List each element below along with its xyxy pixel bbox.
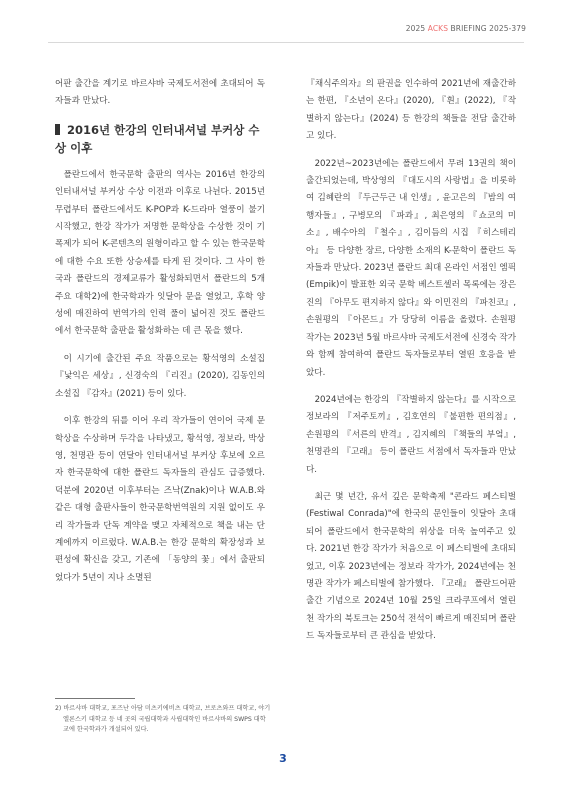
header-suffix: BRIEFING 2025-379	[448, 24, 526, 33]
left-paragraph-3: 이 시기에 출간된 주요 작품으로는 황석영의 소설집 『낯익은 세상』, 신경숙의 『리진』(2020), 김동인의 소설집 『감자』(2021) 등이 있다.	[55, 353, 265, 399]
right-paragraph-3: 2024년에는 한강의 『작별하지 않는다』를 시작으로 정보라의 『저주토끼』, 김호연의 『불편한 편의점』, 손원평의 『서른의 반격』, 김지혜의 『책들의 부엌』, 천명관의 『고래』 등이 폴란드 서점에서 독자들과 만났다.	[306, 394, 516, 475]
left-column	[55, 76, 265, 597]
right-paragraph-1: 『채식주의자』의 판권을 인수하여 2021년에 재출간하는 한편, 『소년이 온다』(2020), 『흰』(2022), 『작별하지 않는다』(2024) 등 한강의 책들을 전담 출간하고 있다.	[306, 79, 516, 142]
header-prefix: 2025	[405, 24, 428, 33]
section-heading	[55, 121, 265, 157]
page-number: 3	[279, 752, 287, 765]
right-paragraph-2: 2022년~2023년에는 폴란드에서 무려 13권의 책이 출간되었는데, 박상영의 『대도시의 사랑법』을 비롯하여 김혜란의 『두근두근 내 인생』, 윤고은의 『밤의 여행자들』, 구병모의 『파과』, 최은영의 『쇼코의 미소』, 배수아의 『철수』, 김이듬의 시집 『히스테리아』 등 다양한 장르, 다양한 소재의 K-문학이 폴란드 독자들과 만났다. 2023년 폴란드 최대 온라인 서점인 엠픽(Empik)이 발표한 외국 문학 베스트셀러 목록에는 장은진의 『아무도 편지하지 않다』와 이민진의 『파친코』, 손원평의 『아몬드』가 당당히 이름을 올렸다. 손원평 작가는 2023년 5월 바르샤바 국제도서전에 신경숙 작가와 함께 참여하여 폴란드 독자들로부터 열띤 호응을 받았다.	[306, 158, 516, 378]
right-column	[306, 76, 516, 656]
page-header	[406, 24, 526, 33]
left-paragraph-2: 폴란드에서 한국문학 출판의 역사는 2016년 한강의 인터내셔널 부커상 수상 이전과 이후로 나뉜다. 2015년 무렵부터 폴란드에서도 K-POP과 K-드라마 열풍이 불기 시작했고, 한강 작가가 저명한 문학상을 수상한 것이 기폭제가 되어 K-콘텐츠의 원형이라고 할 수 있는 한국문학에 대한 수요 또한 상승세를 타게 된 것이다. 그 사이 한국과 폴란드의 경제교류가 활성화되면서 폴란드의 5개 주요 대학2)에 한국학과가 잇달아 문을 열었고, 후학 양성에 매진하여 번역가의 인력 풀이 넓어진 것도 폴란드에서 한국문학 출판을 활성화하는 데 큰 몫을 했다.	[55, 169, 265, 337]
header-divider	[48, 42, 524, 43]
heading-square-icon	[55, 124, 60, 135]
footnote: 2) 바르샤바 대학교, 포즈난 아담 미츠키에비츠 대학교, 브로츠와프 대학교, 야기엘론스키 대학교 등 네 곳의 국립대학과 사립대학인 바르샤바의 SWPS 대학교에 한국학과가 개설되어 있다.	[55, 705, 271, 733]
left-paragraph-1: 어판 출간을 계기로 바르샤바 국제도서전에 초대되어 독자들과 만났다.	[55, 79, 265, 107]
section-heading-text: 2016년 한강의 인터내셔널 부커상 수상 이후	[55, 122, 260, 155]
right-paragraph-4: 최근 몇 년간, 유서 깊은 문학축제 "콘라드 페스티벌(Festiwal Conrada)"에 한국의 문인들이 잇달아 초대되어 폴란드에서 한국문학의 위상을 더욱 높여주고 있다. 2021년 한강 작가가 처음으로 이 페스티벌에 초대되었고, 이후 2023년에는 정보라 작가가, 2024년에는 천명관 작가가 페스티벌에 참가했다. 『고래』 폴란드어판 출간 기념으로 2024년 10월 25일 크라쿠프에서 열린 천 작가의 북토크는 250석 전석이 빠르게 매진되며 폴란드 독자들로부터 큰 관심을 받았다.	[306, 491, 516, 642]
left-paragraph-4: 이후 한강의 뒤를 이어 우리 작가들이 연이어 국제 문학상을 수상하며 두각을 나타냈고, 황석영, 정보라, 박상영, 천명관 등이 연달아 인터내셔널 부커상 후보에 오르자 한국문학에 대한 폴란드 독자들의 관심도 급증했다. 덕분에 2020년 이후부터는 즈낙(Znak)이나 W.A.B.와 같은 대형 출판사들이 한국문학번역원의 지원 없이도 우리 작가들과 단독 계약을 맺고 자체적으로 책을 내는 단계에까지 이르렀다. W.A.B.는 한강 문학의 확장성과 보편성에 확신을 갖고, 기존에 「동양의 꽃」에서 출판되었다가 5년이 지나 소멸된	[55, 416, 265, 583]
footnote-divider	[55, 698, 135, 699]
header-brand: ACKS	[427, 24, 449, 33]
